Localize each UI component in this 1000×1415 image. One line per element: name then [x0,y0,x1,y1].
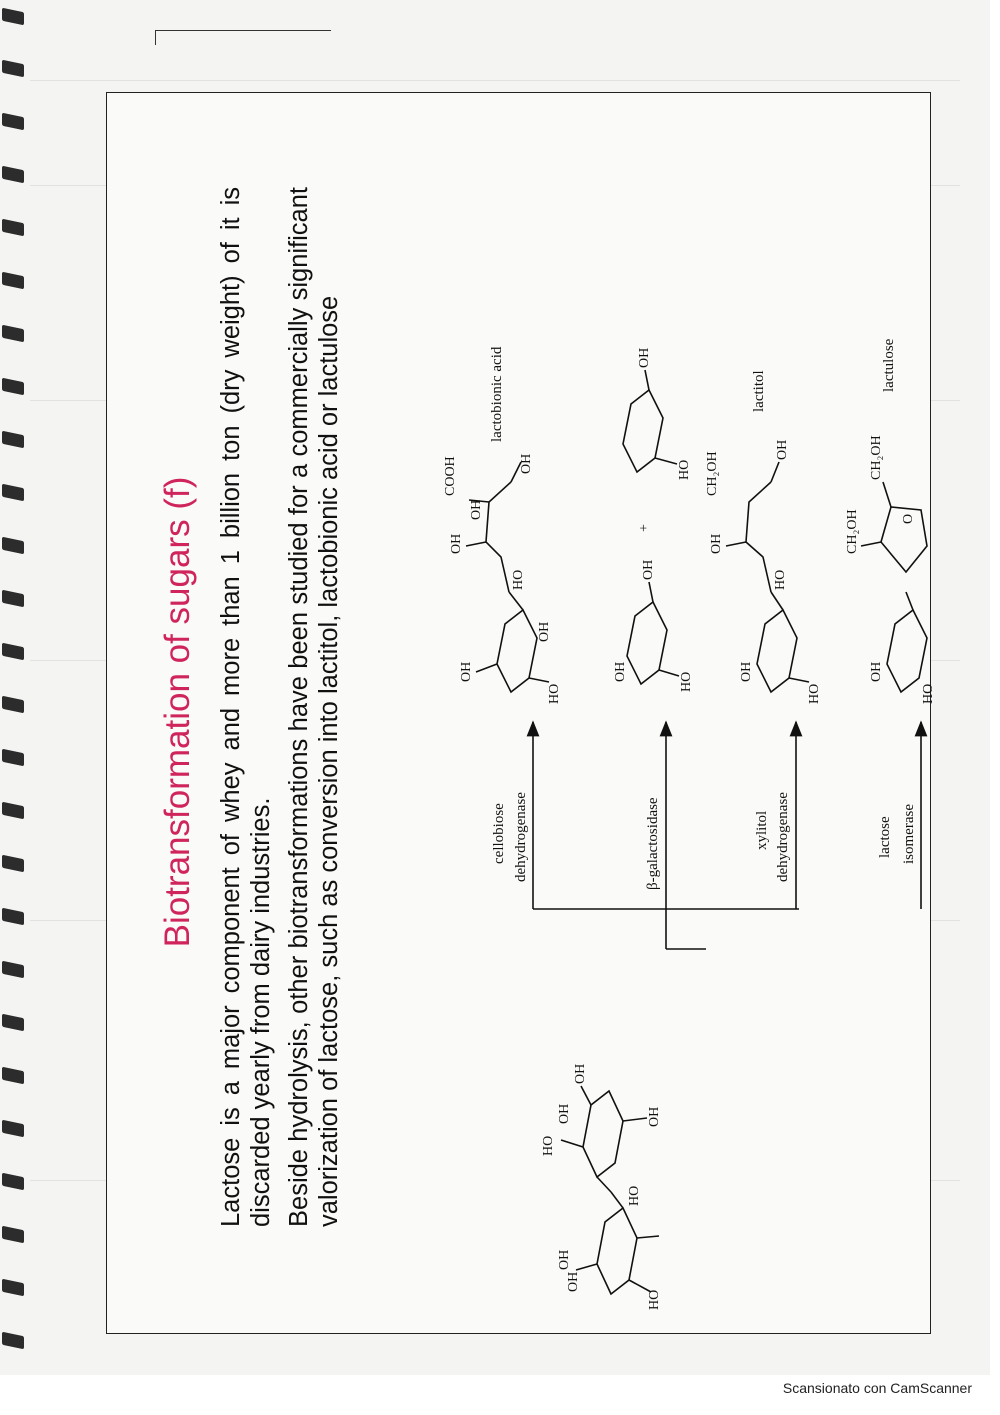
binder-ring [2,1014,24,1032]
paragraph-biotransformations: Beside hydrolysis, other biotransformations have been studied for a commercially significant valorization of lactose, such as conversion into lactitol, lactobionic acid or lactulose [285,187,343,1227]
binder-ring [2,219,24,237]
binder-ring [2,484,24,502]
binder-ring [2,1120,24,1138]
label-oh: OH [775,439,790,460]
enzyme-3-line1: xylitol [754,810,770,850]
label-oh: OH [641,559,656,580]
enzyme-4-line2: isomerase [901,804,917,864]
binder-ring [2,325,24,343]
label-ho: HO [679,671,694,692]
lactobionic-acid-structure [466,462,549,692]
slide-content [106,92,936,1332]
paper-edge-mark [155,30,331,45]
paragraph-lactose-whey: Lactose is a major component of whey and more than 1 billion ton (dry weight) of it is discarded yearly from dairy industries. [217,187,275,1227]
label-ho: HO [677,459,692,480]
binder-ring [2,1332,24,1350]
label-ho: HO [541,1135,556,1156]
label-oh: OH [519,453,534,474]
binder-ring [2,590,24,608]
reaction-scheme-lines [361,92,929,1332]
label-oh: OH [647,1106,662,1127]
label-ch2oh: CH₂OH [705,451,720,496]
slide-title: Biotransformation of sugars (f) [158,476,197,948]
lactulose-structure [861,482,927,692]
binder-ring [2,961,24,979]
label-ho: HO [647,1289,662,1310]
label-oh: OH [613,661,628,682]
binder-ring [2,643,24,661]
product-lactulose: lactulose [881,338,897,392]
label-cooh: COOH [443,456,458,496]
product-lactobionic-acid: lactobionic acid [489,346,505,442]
scanner-watermark: Scansionato con CamScanner [782,1380,972,1396]
binder-ring [2,272,24,290]
label-oh: OH [739,661,754,682]
label-oh: OH [459,661,474,682]
label-oh: OH [637,347,652,368]
label-ch2oh: CH₂OH [845,509,860,554]
rotated-slide-viewport [106,92,936,1332]
enzyme-1-line2: dehydrogenase [513,792,529,882]
binder-ring [2,8,24,26]
enzyme-2: β-galactosidase [645,797,661,890]
binder-ring [2,802,24,820]
label-oh: OH [449,533,464,554]
label-oh: OH [557,1249,572,1270]
label-oh: OH [573,1063,588,1084]
binder-ring [2,113,24,131]
label-ho: HO [773,569,788,590]
binder-ring [2,378,24,396]
binder-ring [2,166,24,184]
binder-ring [2,1067,24,1085]
enzyme-1-line1: cellobiose [491,803,507,864]
label-oh: OH [469,499,484,520]
label-o: O [901,513,916,524]
binder-ring [2,1226,24,1244]
label-ho: HO [627,1185,642,1206]
label-ho: HO [547,683,562,704]
label-oh: OH [869,661,884,682]
binder-ring [2,749,24,767]
label-oh: OH [557,1103,572,1124]
binder-ring [2,1173,24,1191]
binder-ring [2,908,24,926]
binder-ring [2,537,24,555]
product-lactitol: lactitol [751,370,767,412]
label-oh: OH [709,533,724,554]
binder-ring [2,1279,24,1297]
label-oh: OH [566,1271,581,1292]
ruled-line [30,80,960,81]
label-oh: OH [537,621,552,642]
label-ch2oh: CH₂OH [869,435,884,480]
binder-ring [2,696,24,714]
binder-ring [2,855,24,873]
enzyme-4-line1: lactose [877,816,893,858]
lactitol-structure [726,462,809,692]
label-ho: HO [511,569,526,590]
reaction-scheme [361,92,936,1332]
label-ho: HO [807,683,822,704]
binder-ring [2,431,24,449]
plus-sign: + [637,524,652,532]
label-ho: HO [921,683,936,704]
enzyme-3-line2: dehydrogenase [775,792,791,882]
binder-ring [2,60,24,78]
lactose-structure [561,1086,659,1294]
